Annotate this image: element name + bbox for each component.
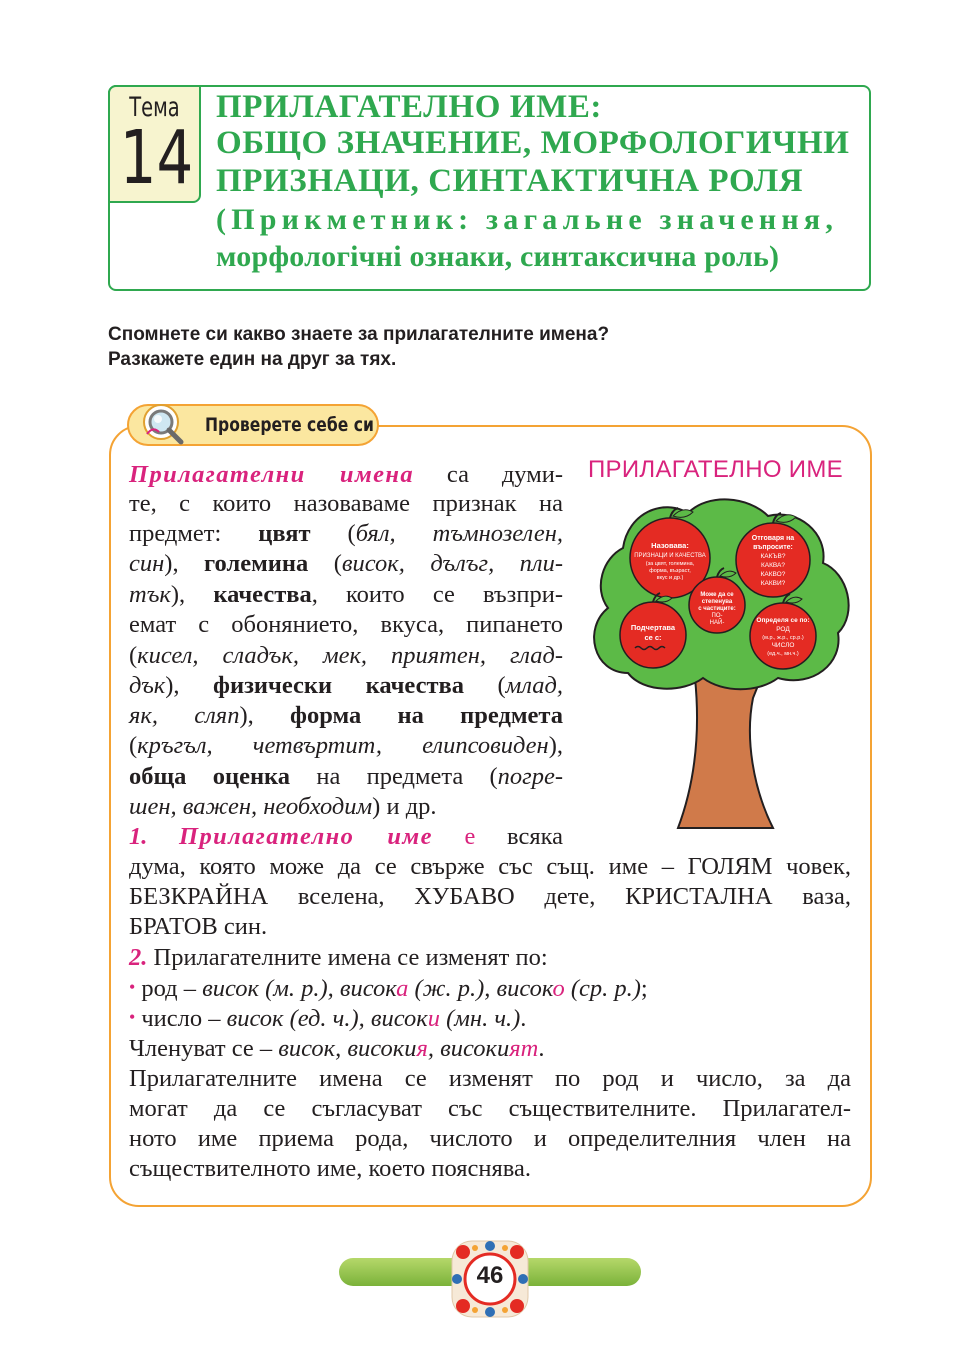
check-yourself-badge — [127, 404, 379, 446]
body-line: БРАТОВ син. — [129, 913, 268, 940]
body-line: (кисел, сладък, мек, приятен, глад- — [129, 642, 563, 669]
body-line: шен, важен, необходим) и др. — [129, 793, 437, 820]
svg-text:(ед.ч., мн.ч.): (ед.ч., мн.ч.) — [767, 651, 799, 657]
body-line: те, с които назоваваме признак на — [129, 490, 563, 517]
list-item-number: • число – висок (ед. ч.), високи (мн. ч.). — [129, 1005, 527, 1032]
rule-1-heading: 1. Прилагателно име е всяка — [129, 823, 564, 850]
body-line: могат да се съгласуват със съществителните. Прилагател- — [129, 1095, 851, 1122]
svg-text:форма, възраст,: форма, възраст, — [649, 568, 691, 574]
svg-text:ПРИЗНАЦИ И КАЧЕСТВА: ПРИЗНАЦИ И КАЧЕСТВА — [634, 553, 706, 559]
svg-text:вкус и др.): вкус и др.) — [656, 575, 684, 581]
adjective-tree-diagram — [583, 488, 858, 838]
check-yourself-label: Проверете себе си — [205, 414, 374, 436]
body-line: (кръгъл, четвъртит, елипсовиден), — [129, 732, 563, 759]
svg-text:с частиците:: с частиците: — [698, 606, 736, 612]
svg-text:КАКВИ?: КАКВИ? — [760, 580, 786, 587]
body-line: Прилагателни имена са думи- — [129, 461, 564, 488]
svg-text:КАКЪВ?: КАКЪВ? — [760, 553, 786, 560]
svg-text:ЧИСЛО: ЧИСЛО — [771, 642, 795, 649]
magnifier-icon — [139, 402, 193, 448]
svg-text:въпросите:: въпросите: — [753, 544, 793, 551]
body-line: съществителното име, което пояснява. — [129, 1155, 532, 1182]
svg-text:се с:: се с: — [644, 633, 662, 642]
body-line: дък), физически качества (млад, — [129, 672, 563, 699]
tree-title: ПРИЛАГАТЕЛНО ИМЕ — [588, 456, 843, 483]
body-line: дума, която може да се свърже със същ. име – ГОЛЯМ човек, — [129, 853, 851, 880]
topic-word: Тема — [129, 92, 180, 123]
topic-title-line-2: ОБЩО ЗНАЧЕНИЕ, МОРФОЛОГИЧНИ — [216, 125, 850, 161]
list-item-gender: • род – висок (м. р.), висока (ж. р.), високо (ср. р.); — [129, 975, 648, 1002]
topic-subtitle-line-1: (Прикметник: загальне значення, — [216, 203, 839, 236]
svg-text:Може да се: Може да се — [700, 592, 734, 598]
body-line: емат с обонянието, вкуса, пипането — [129, 611, 563, 638]
page-number: 46 — [476, 1262, 504, 1289]
body-line: предмет: цвят (бял, тъмнозелен, — [129, 520, 563, 547]
topic-subtitle-line-2: морфологічні ознаки, синтаксична роль) — [216, 240, 780, 273]
body-line: син), големина (висок, дълъг, пли- — [129, 550, 563, 577]
svg-text:ПО-: ПО- — [711, 613, 723, 619]
body-line: ното име приема рода, числото и определителния член на — [129, 1125, 851, 1152]
svg-text:РОД: РОД — [776, 626, 790, 633]
svg-text:степенува: степенува — [701, 599, 733, 605]
body-line: Членуват се – висок, високия, високият. — [129, 1035, 545, 1062]
topic-title-line-1: ПРИЛАГАТЕЛНО ИМЕ: — [216, 89, 603, 125]
svg-text:Назовава:: Назовава: — [651, 541, 689, 550]
body-line: як, сляп), форма на предмета — [129, 702, 563, 729]
svg-text:(м.р., ж.р., ср.р.): (м.р., ж.р., ср.р.) — [762, 635, 804, 641]
rule-2-heading: 2. Прилагателните имена се изменят по: — [129, 944, 548, 971]
svg-text:КАКВА?: КАКВА? — [761, 562, 785, 569]
svg-text:КАКВО?: КАКВО? — [760, 571, 786, 578]
svg-text:(за цвят, големина,: (за цвят, големина, — [645, 561, 695, 567]
body-line: обща оценка на предмета (погре- — [129, 763, 563, 790]
topic-title-line-3: ПРИЗНАЦИ, СИНТАКТИЧНА РОЛЯ — [216, 163, 804, 199]
topic-number: 14 — [119, 115, 194, 201]
svg-text:Подчертава: Подчертава — [630, 623, 676, 632]
intro-question: Спомнете си какво знаете за прилагателните имена? — [108, 324, 610, 345]
intro-instruction: Разкажете един на друг за тях. — [108, 349, 397, 370]
body-line: тък), качества, които се възпри- — [129, 581, 563, 608]
body-line: Прилагателните имена се изменят по род и число, за да — [129, 1065, 851, 1092]
svg-text:НАЙ-: НАЙ- — [709, 620, 725, 626]
topic-label — [108, 85, 201, 203]
body-line: БЕЗКРАЙНА вселена, ХУБАВО дете, КРИСТАЛНА ваза, — [129, 883, 851, 910]
bullet-icon: • — [129, 1007, 136, 1027]
svg-text:Определя се по:: Определя се по: — [756, 617, 810, 624]
bullet-icon: • — [129, 977, 136, 997]
svg-text:Отговаря на: Отговаря на — [751, 535, 795, 542]
